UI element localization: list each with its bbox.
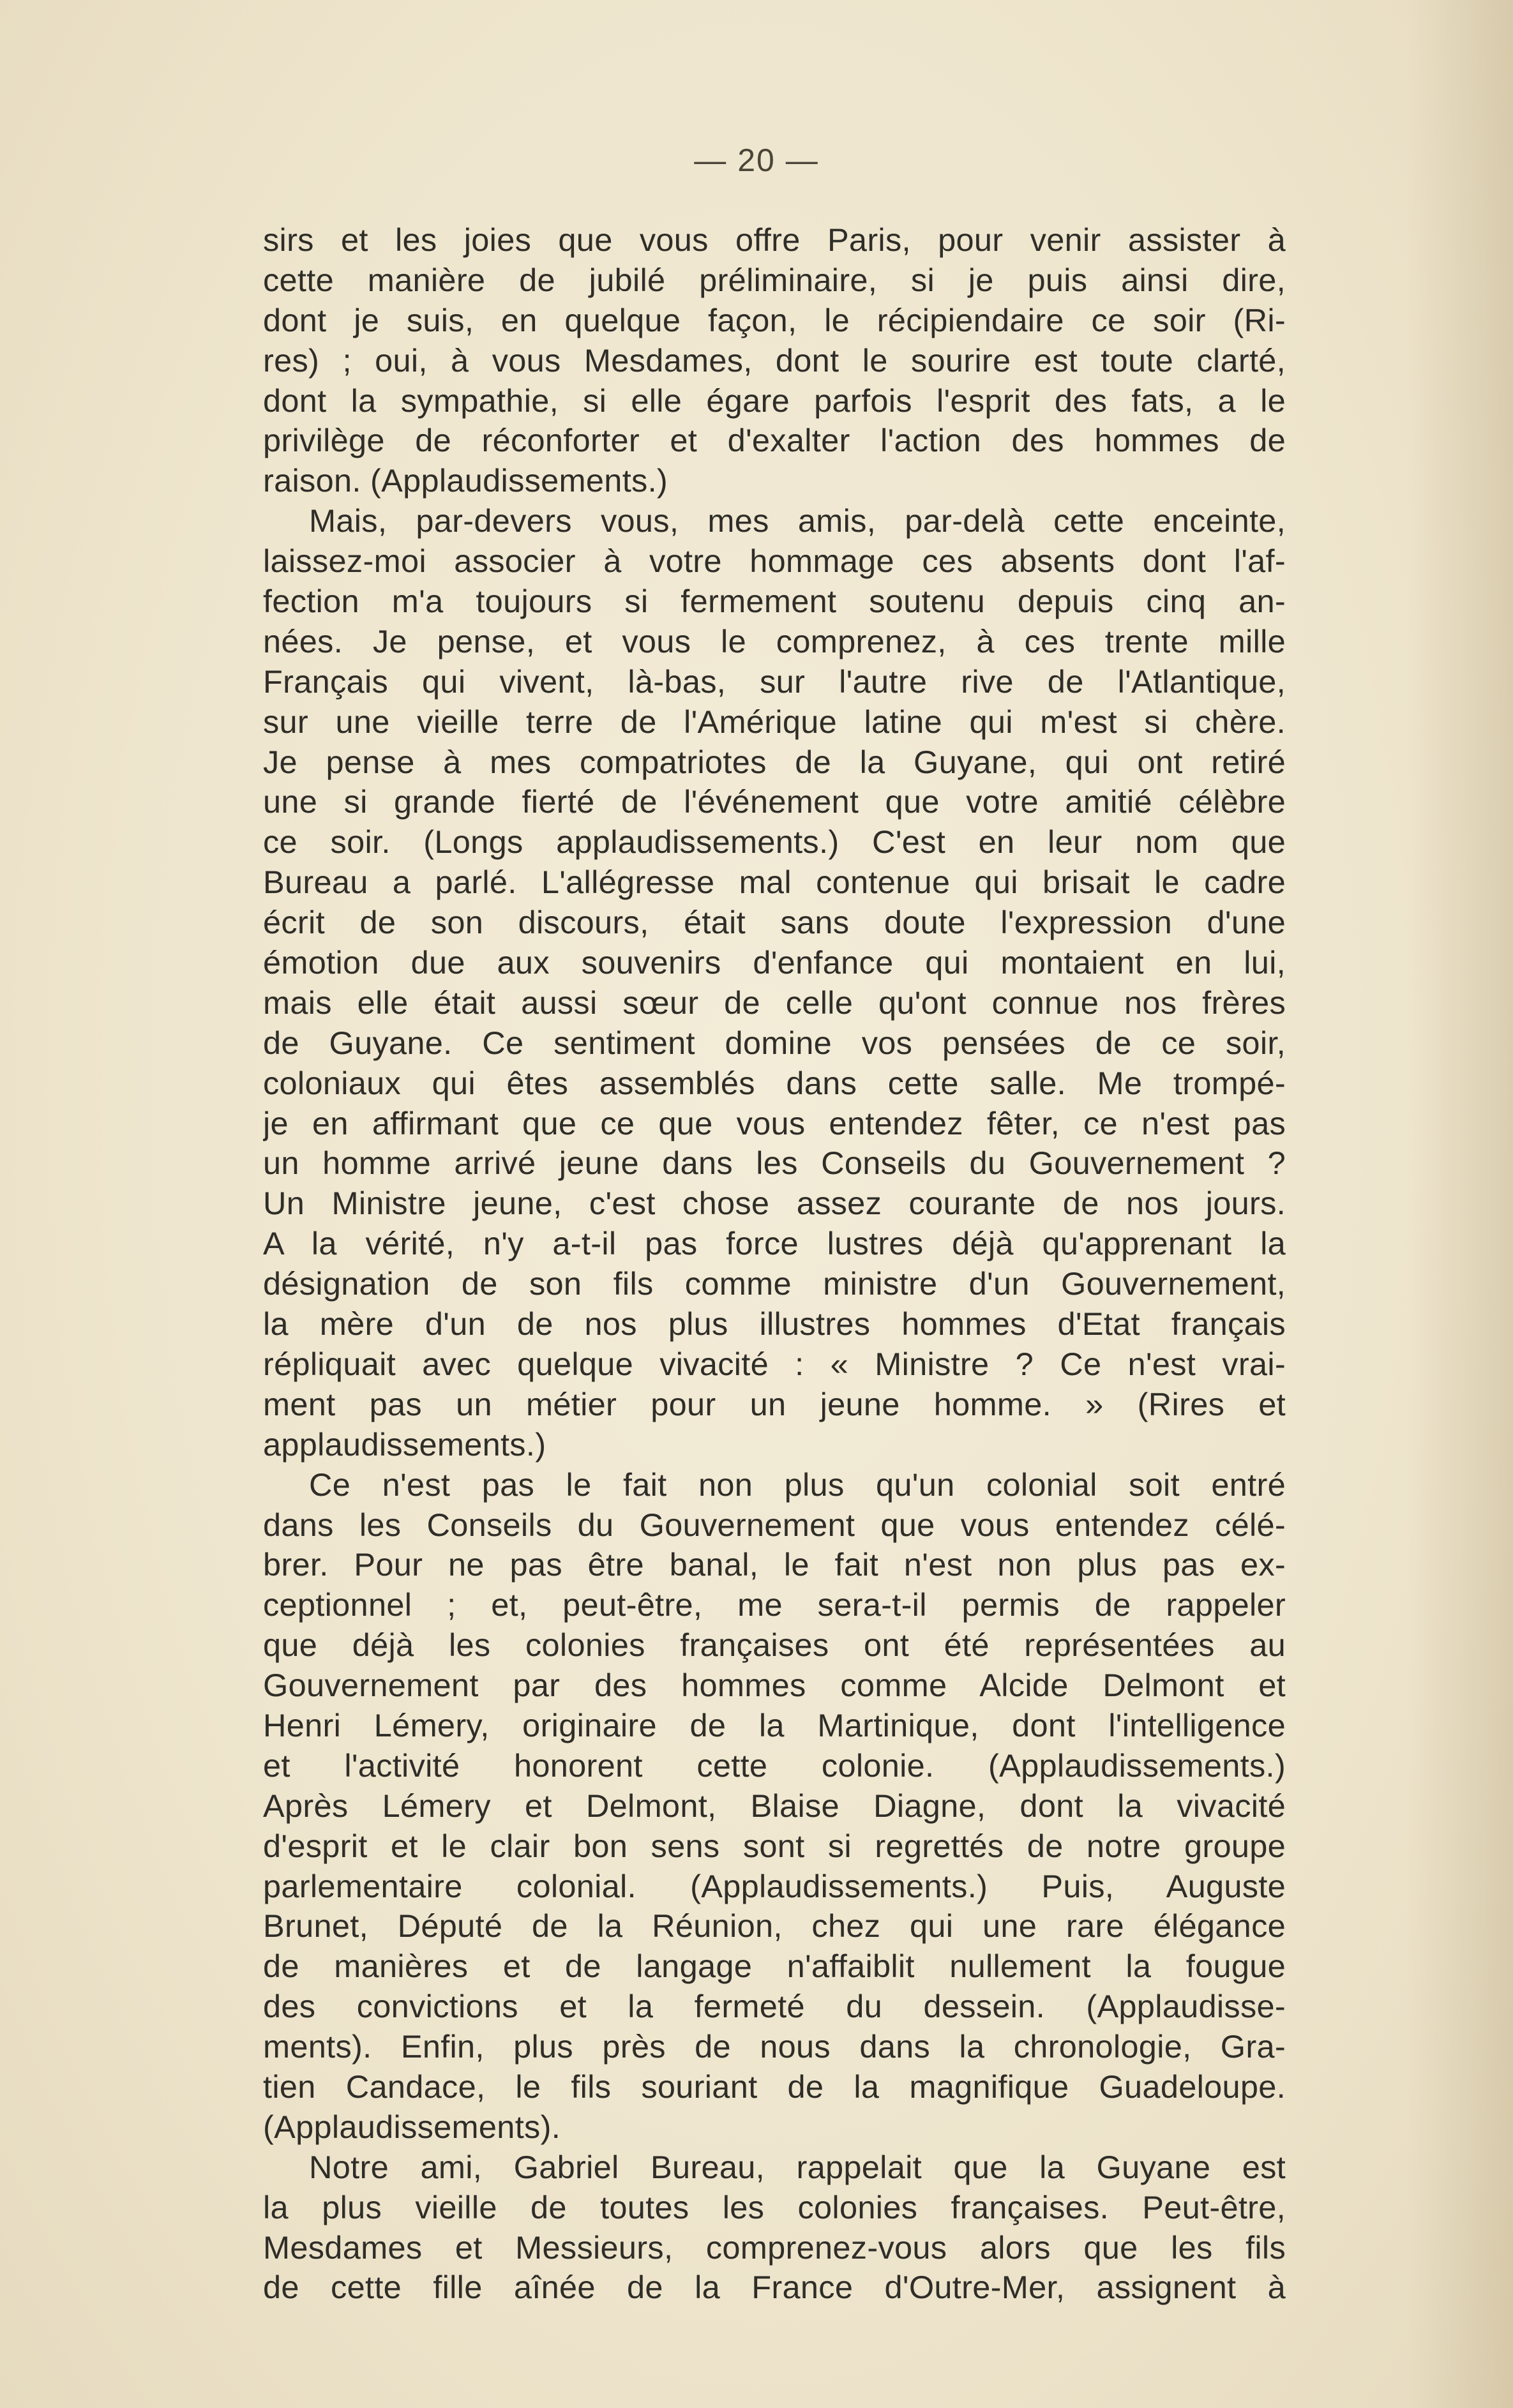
text-line: raison. (Applaudissements.)	[263, 462, 668, 499]
text-line: privilège de réconforter et d'exalter l'action des hommes de	[263, 422, 1286, 459]
text-line: parlementaire colonial. (Applaudissements.) Puis, Auguste	[263, 1867, 1286, 1904]
text-line: désignation de son fils comme ministre d'un Gouvernement,	[263, 1265, 1286, 1302]
text-line: applaudissements.)	[263, 1426, 546, 1463]
text-line: de Guyane. Ce sentiment domine vos pensées de ce soir,	[263, 1024, 1286, 1061]
text-line: écrit de son discours, était sans doute l'expression d'une	[263, 904, 1286, 941]
text-line: répliquait avec quelque vivacité : « Ministre ? Ce n'est vrai-	[263, 1345, 1286, 1382]
page-number: — 20 —	[694, 142, 819, 178]
text-line: de cette fille aînée de la France d'Outre-Mer, assignent à	[263, 2269, 1286, 2306]
text-line: Mais, par-devers vous, mes amis, par-delà cette enceinte,	[309, 502, 1286, 539]
text-line: sur une vieille terre de l'Amérique latine qui m'est si chère.	[263, 703, 1286, 740]
body-text	[263, 220, 1286, 2308]
text-line: la mère d'un de nos plus illustres hommes d'Etat français	[263, 1306, 1286, 1343]
text-line: Henri Lémery, originaire de la Martinique, dont l'intelligence	[263, 1706, 1286, 1743]
text-line: Après Lémery et Delmont, Blaise Diagne, dont la vivacité	[263, 1787, 1286, 1824]
text-line: tien Candace, le fils souriant de la magnifique Guadeloupe.	[263, 2068, 1286, 2105]
text-line: mais elle était aussi sœur de celle qu'ont connue nos frères	[263, 984, 1286, 1021]
text-line: ments). Enfin, plus près de nous dans la chronologie, Gra-	[263, 2028, 1286, 2065]
text-line: Bureau a parlé. L'allégresse mal contenue qui brisait le cadre	[263, 864, 1286, 901]
text-line: Notre ami, Gabriel Bureau, rappelait que la Guyane est	[309, 2148, 1286, 2185]
text-line: nées. Je pense, et vous le comprenez, à ces trente mille	[263, 622, 1286, 659]
text-line: émotion due aux souvenirs d'enfance qui montaient en lui,	[263, 944, 1286, 981]
text-line: res) ; oui, à vous Mesdames, dont le sourire est toute clarté,	[263, 342, 1286, 379]
text-line: une si grande fierté de l'événement que votre amitié célèbre	[263, 783, 1286, 820]
text-line: Je pense à mes compatriotes de la Guyane, qui ont retiré	[263, 743, 1286, 780]
text-line: brer. Pour ne pas être banal, le fait n'est non plus pas ex-	[263, 1546, 1286, 1583]
text-line: Un Ministre jeune, c'est chose assez courante de nos jours.	[263, 1185, 1286, 1222]
text-line: Ce n'est pas le fait non plus qu'un colonial soit entré	[309, 1466, 1286, 1503]
text-line: Mesdames et Messieurs, comprenez-vous alors que les fils	[263, 2229, 1286, 2266]
text-line: laissez-moi associer à votre hommage ces absents dont l'af-	[263, 543, 1286, 580]
text-line: Brunet, Député de la Réunion, chez qui une rare élégance	[263, 1908, 1286, 1945]
text-line: Gouvernement par des hommes comme Alcide Delmont et	[263, 1667, 1286, 1704]
text-line: ceptionnel ; et, peut-être, me sera-t-il permis de rappeler	[263, 1586, 1286, 1623]
text-line: d'esprit et le clair bon sens sont si regrettés de notre groupe	[263, 1827, 1286, 1864]
text-line: ment pas un métier pour un jeune homme. » (Rires et	[263, 1385, 1286, 1422]
text-line: de manières et de langage n'affaiblit nullement la fougue	[263, 1948, 1286, 1985]
text-line: fection m'a toujours si fermement soutenu depuis cinq an-	[263, 583, 1286, 620]
text-line: (Applaudissements).	[263, 2108, 561, 2145]
text-line: A la vérité, n'y a-t-il pas force lustres déjà qu'apprenant la	[263, 1225, 1286, 1262]
text-line: et l'activité honorent cette colonie. (Applaudissements.)	[263, 1747, 1286, 1784]
text-line: la plus vieille de toutes les colonies françaises. Peut-être,	[263, 2188, 1286, 2225]
text-line: je en affirmant que ce que vous entendez fêter, ce n'est pas	[263, 1104, 1286, 1141]
text-line: coloniaux qui êtes assemblés dans cette salle. Me trompé-	[263, 1064, 1286, 1101]
text-line: Français qui vivent, là-bas, sur l'autre rive de l'Atlantique,	[263, 663, 1286, 700]
text-line: dont la sympathie, si elle égare parfois l'esprit des fats, a le	[263, 382, 1286, 419]
text-line: ce soir. (Longs applaudissements.) C'est en leur nom que	[263, 824, 1286, 861]
text-line: sirs et les joies que vous offre Paris, pour venir assister à	[263, 222, 1286, 258]
text-line: un homme arrivé jeune dans les Conseils du Gouvernement ?	[263, 1145, 1286, 1182]
text-line: dans les Conseils du Gouvernement que vous entendez célé-	[263, 1506, 1286, 1543]
text-line: cette manière de jubilé préliminaire, si je puis ainsi dire,	[263, 261, 1286, 298]
text-line: dont je suis, en quelque façon, le récipiendaire ce soir (Ri-	[263, 301, 1286, 338]
text-line: des convictions et la fermeté du dessein. (Applaudisse-	[263, 1988, 1286, 2025]
text-line: que déjà les colonies françaises ont été représentées au	[263, 1627, 1286, 1664]
